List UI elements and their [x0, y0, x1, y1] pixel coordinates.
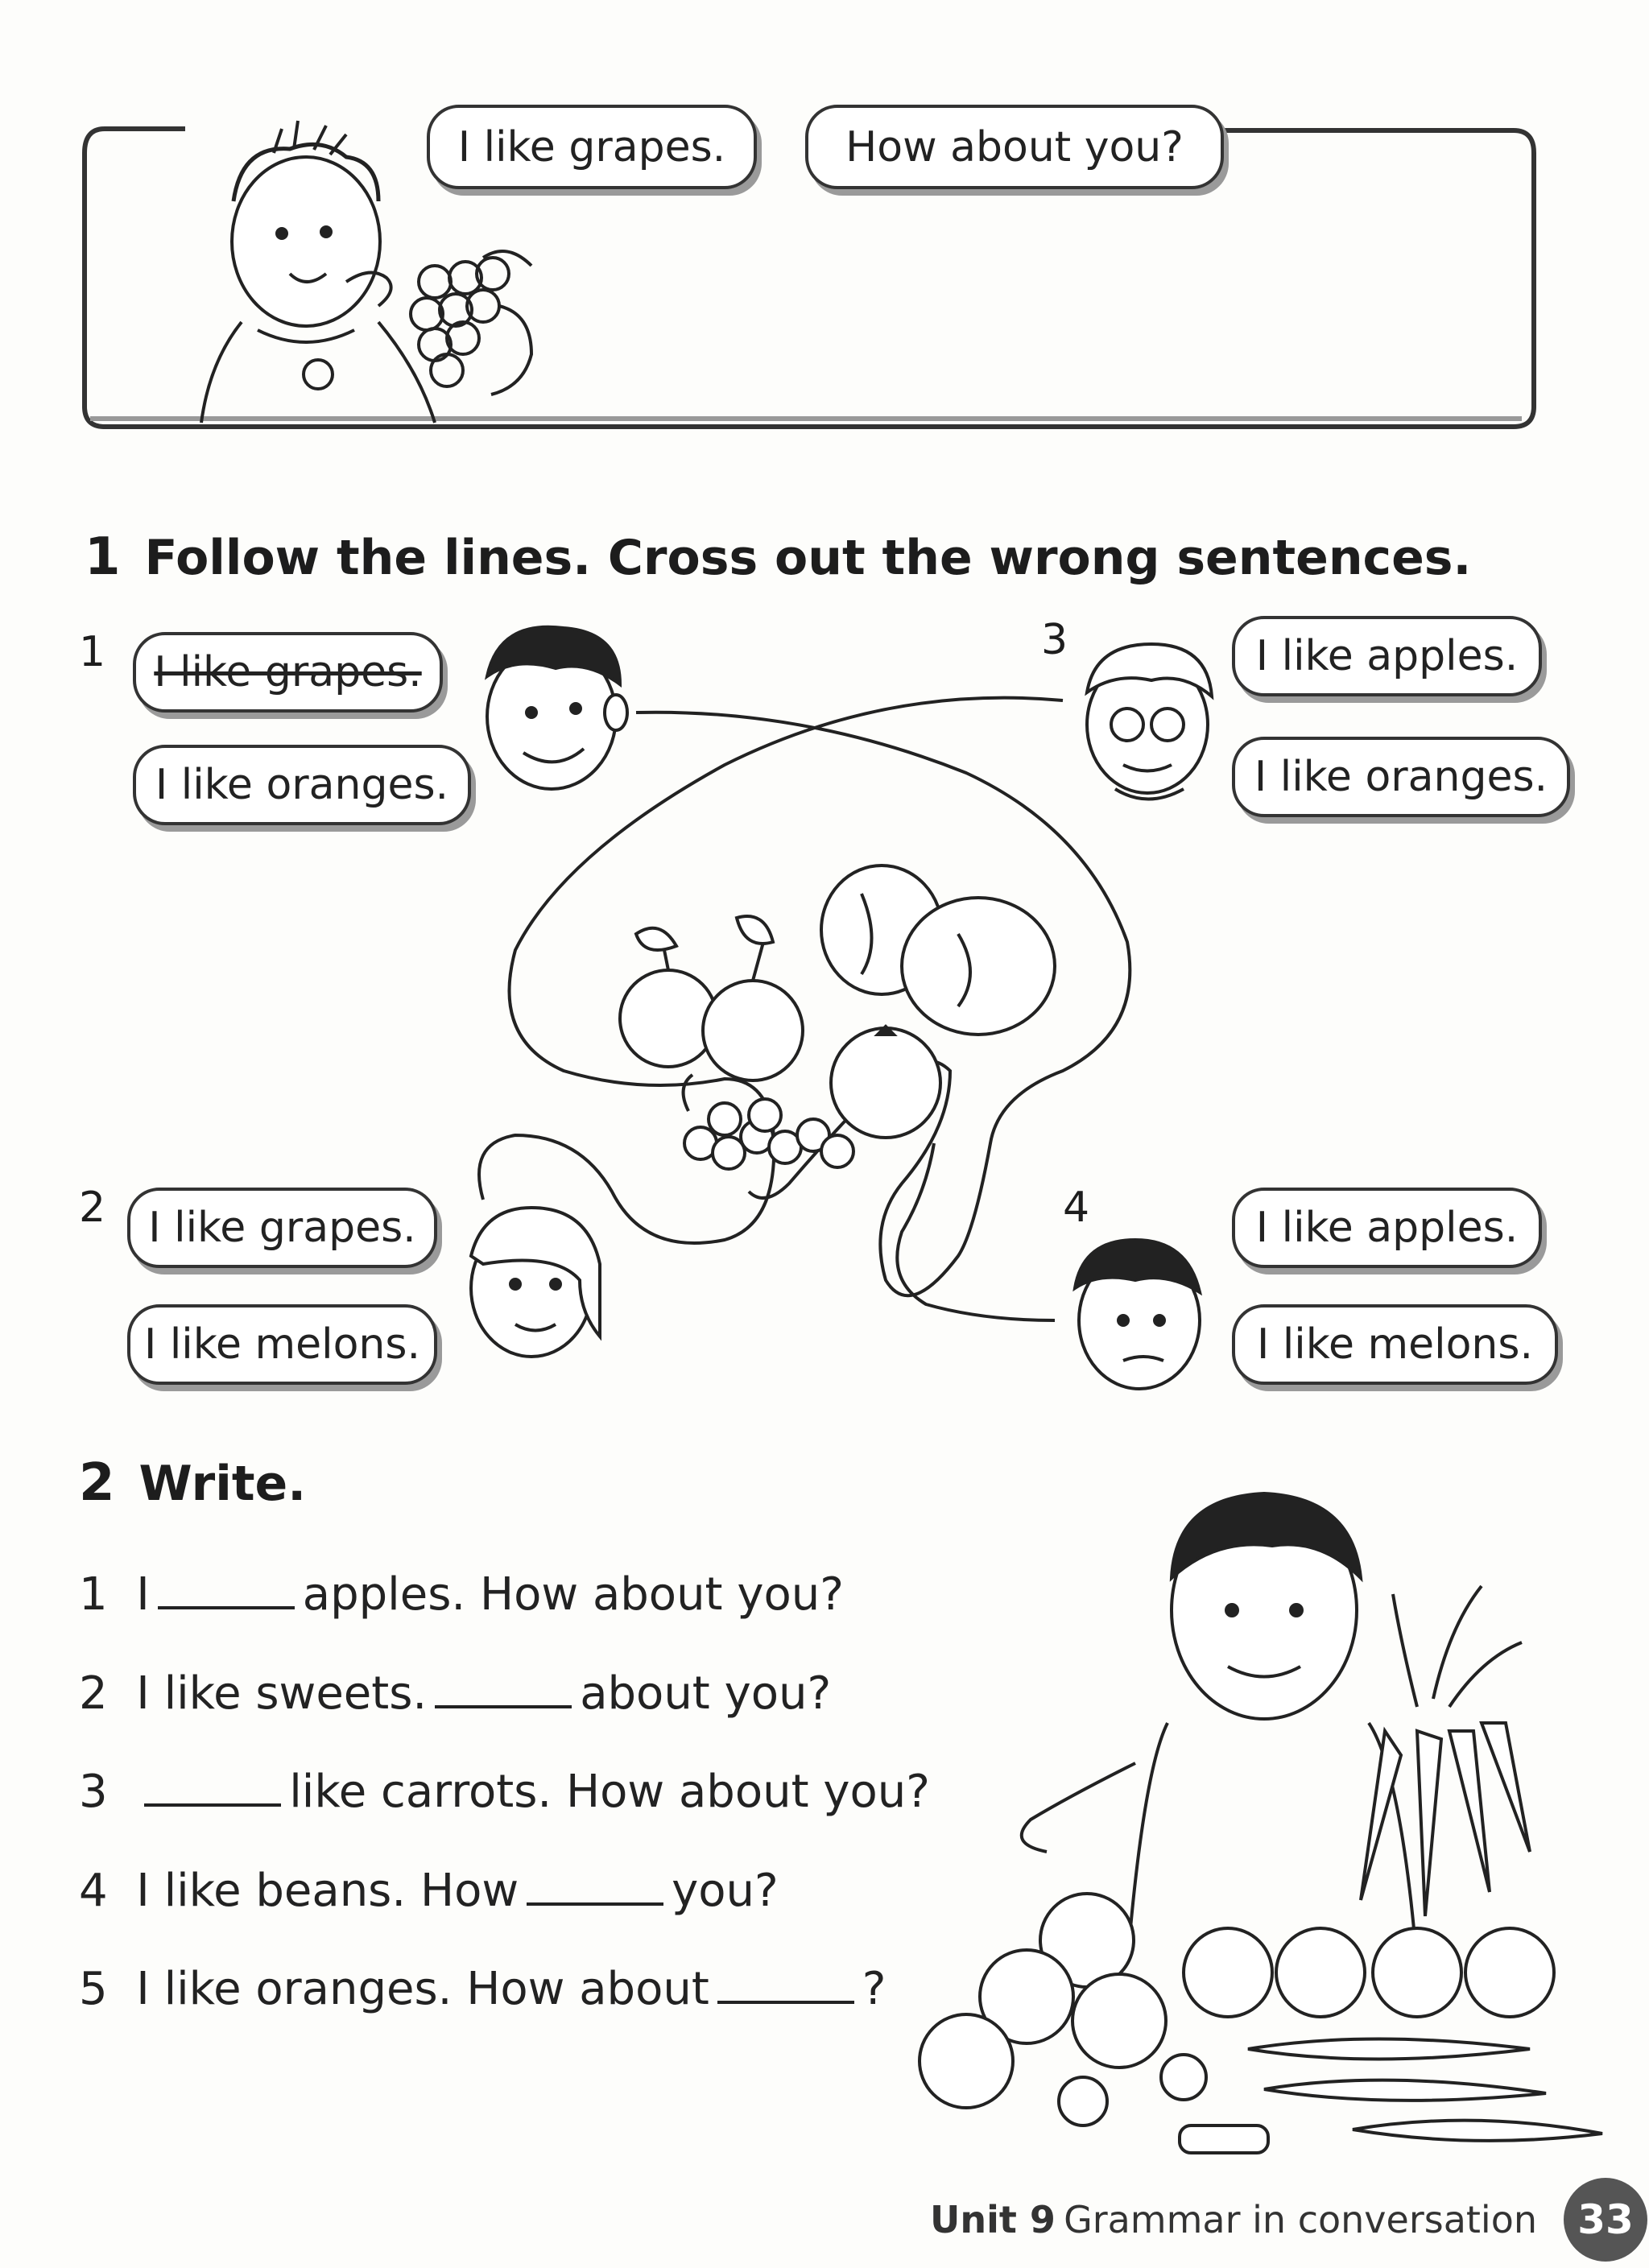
- child-2-number: 2: [79, 1184, 106, 1232]
- exercise-2-heading: [79, 1453, 306, 1513]
- sweets-icon: [1059, 2055, 1268, 2153]
- child-4-sentence-b-bubble[interactable]: [1232, 1304, 1558, 1385]
- write-item-3: [79, 1763, 930, 1818]
- intro-speech-bubble-1: [427, 105, 757, 189]
- child-4-face: [1075, 1240, 1200, 1389]
- child-1-sentence-b-bubble[interactable]: [133, 745, 471, 825]
- exercise-1-instruction: Follow the lines. Cross out the wrong sentences.: [144, 530, 1472, 586]
- child-4-sentence-a-bubble[interactable]: [1232, 1188, 1542, 1268]
- write-item-1-after: apples. How about you?: [302, 1568, 844, 1621]
- write-item-4: [79, 1862, 779, 1917]
- child-2-face: [471, 1208, 600, 1357]
- boy-with-vegetables-illustration: [920, 1493, 1602, 2153]
- apples-icon: [1184, 1928, 1554, 2017]
- orange-icon: [831, 1027, 940, 1138]
- child-4-number: 4: [1063, 1184, 1090, 1232]
- write-item-5-after: ?: [862, 1963, 886, 2015]
- write-item-5: [79, 1960, 886, 2015]
- write-item-4-blank[interactable]: [527, 1862, 663, 1906]
- child-1-sentence-a: I like grapes.: [154, 648, 422, 696]
- footer-section-title: Grammar in conversation: [1064, 2198, 1537, 2241]
- child-3-number: 3: [1041, 616, 1068, 664]
- child-1-face: [487, 627, 627, 789]
- write-item-2-number: 2: [79, 1667, 108, 1720]
- intro-question: How about you?: [845, 122, 1184, 171]
- write-item-4-before: I like beans. How: [136, 1865, 519, 1917]
- exercise-2-number: 2: [79, 1453, 115, 1513]
- intro-speech-bubble-2: [805, 105, 1224, 189]
- child-4-sentence-a: I like apples.: [1255, 1204, 1519, 1252]
- child-4-sentence-b: I like melons.: [1256, 1320, 1534, 1369]
- write-item-1-blank[interactable]: [158, 1566, 295, 1609]
- write-item-1-before: I: [136, 1568, 150, 1621]
- fruits-illustration: [620, 865, 1055, 1169]
- page-number: 33: [1564, 2178, 1647, 2262]
- child-2-sentence-b: I like melons.: [143, 1320, 421, 1369]
- intro-sentence-1: I like grapes.: [457, 122, 726, 171]
- grapes-icon: [411, 251, 531, 386]
- write-item-2-blank[interactable]: [435, 1665, 572, 1708]
- write-item-1: [79, 1566, 844, 1621]
- child-2-sentence-b-bubble[interactable]: [127, 1304, 437, 1385]
- write-item-4-after: you?: [672, 1865, 779, 1917]
- write-item-5-number: 5: [79, 1963, 108, 2015]
- write-item-3-number: 3: [79, 1766, 108, 1818]
- write-item-2: [79, 1665, 831, 1720]
- footer-unit-label: Unit 9: [930, 2198, 1056, 2241]
- write-item-2-before: I like sweets.: [136, 1667, 428, 1720]
- write-item-2-after: about you?: [580, 1667, 832, 1720]
- child-3-sentence-a: I like apples.: [1255, 632, 1519, 680]
- beans-icon: [1248, 2039, 1602, 2141]
- child-1-sentence-a-bubble[interactable]: [133, 632, 443, 713]
- child-2-sentence-a-bubble[interactable]: [127, 1188, 437, 1268]
- melons-icon: [821, 865, 1055, 1035]
- write-item-3-after: like carrots. How about you?: [289, 1766, 930, 1818]
- apples-icon: [620, 916, 803, 1080]
- carrots-icon: [1361, 1586, 1530, 1916]
- child-3-face: [1087, 644, 1212, 799]
- page-footer: [930, 2198, 1537, 2241]
- child-3-sentence-b-bubble[interactable]: [1232, 737, 1570, 817]
- child-3-sentence-a-bubble[interactable]: [1232, 616, 1542, 696]
- child-1-number: 1: [79, 628, 106, 676]
- write-item-3-blank[interactable]: [144, 1763, 281, 1807]
- grapes-icon: [684, 1075, 853, 1169]
- exercise-1-number: 1: [85, 527, 121, 587]
- child-1-sentence-b: I like oranges.: [155, 761, 449, 809]
- exercise-2-instruction: Write.: [138, 1456, 306, 1512]
- write-item-4-number: 4: [79, 1865, 108, 1917]
- child-2-sentence-a: I like grapes.: [148, 1204, 416, 1252]
- exercise-1-heading: [85, 527, 1471, 587]
- child-3-sentence-b: I like oranges.: [1254, 753, 1548, 801]
- write-item-5-before: I like oranges. How about: [136, 1963, 709, 2015]
- write-item-5-blank[interactable]: [717, 1960, 854, 2004]
- oranges-icon: [920, 1894, 1166, 2108]
- write-item-1-number: 1: [79, 1568, 108, 1621]
